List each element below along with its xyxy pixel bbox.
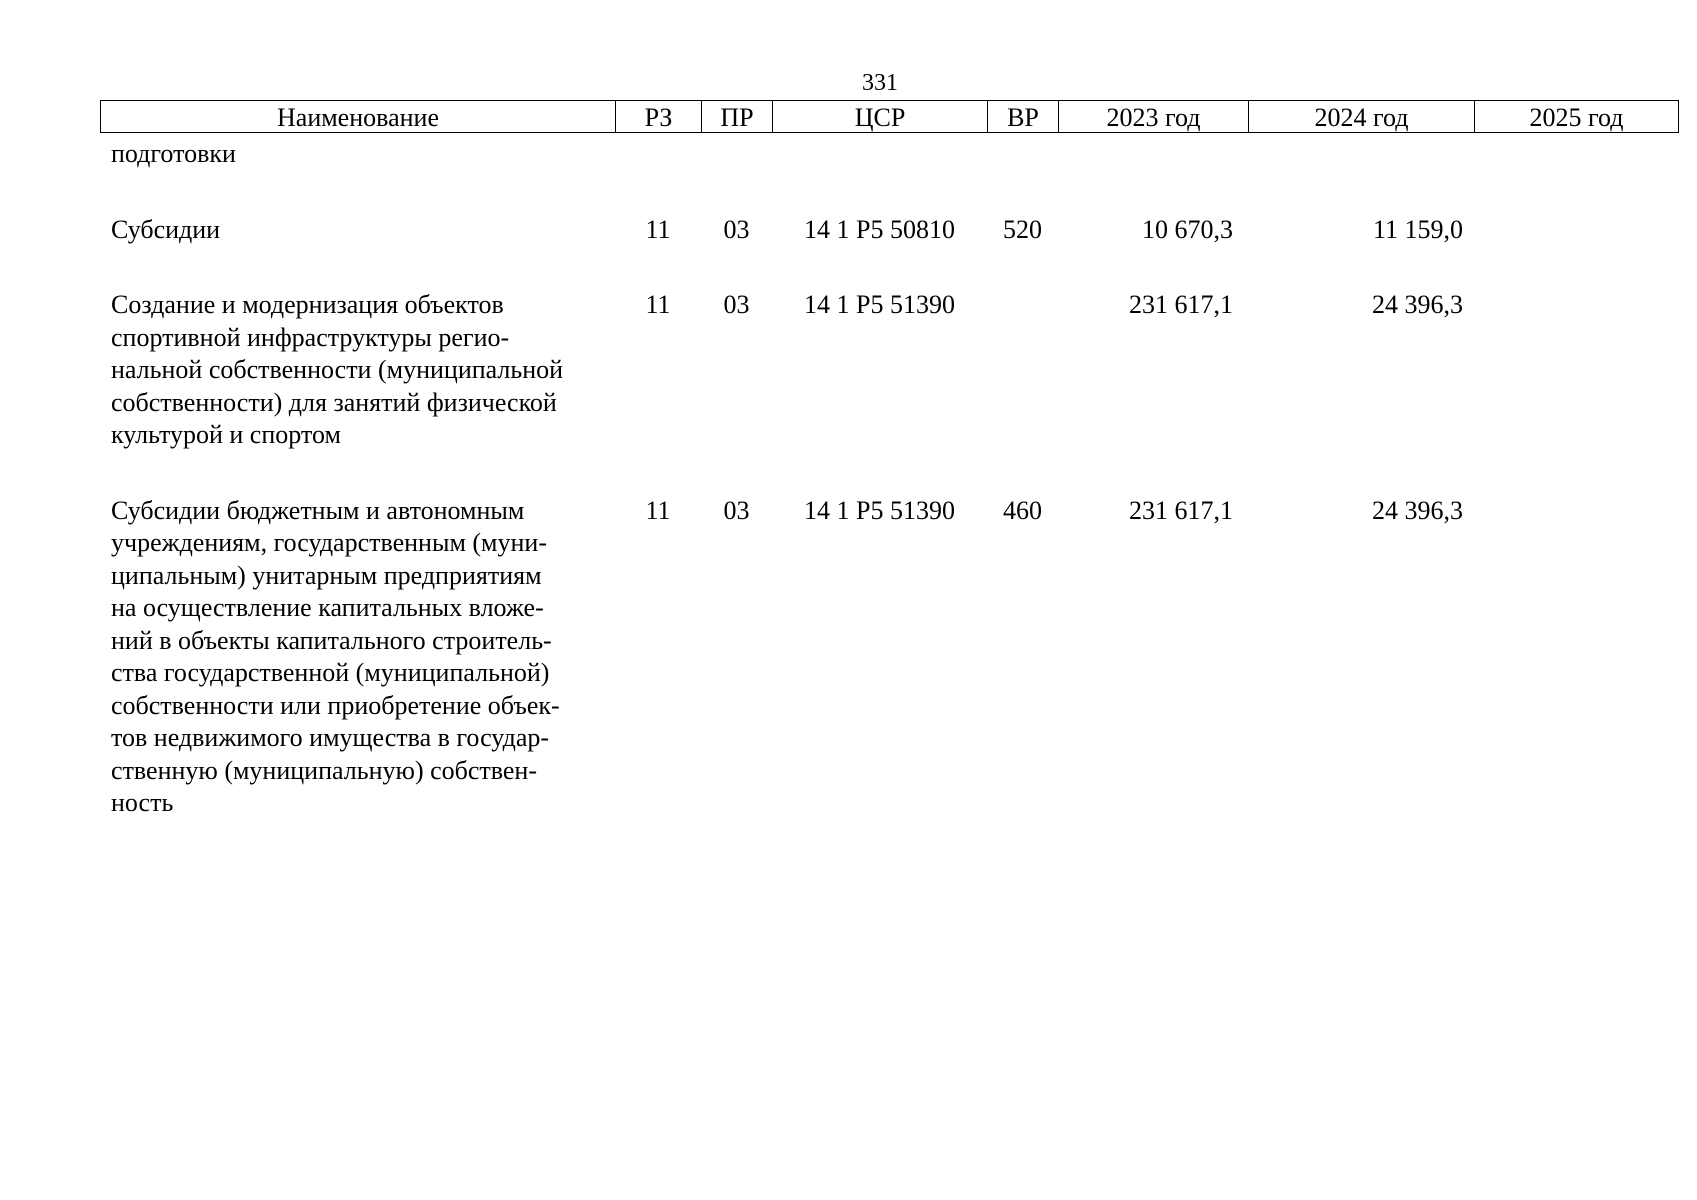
cell-csr: 14 1 P5 51390 <box>804 495 955 525</box>
header-pr: ПР <box>702 101 773 133</box>
header-row <box>101 101 1679 133</box>
table-row <box>100 138 1678 214</box>
cell-2025 <box>1474 214 1678 290</box>
cell-2023: 231 617,1 <box>1129 290 1233 319</box>
cell-csr <box>772 138 987 214</box>
cell-csr: 14 1 P5 51390 <box>804 290 955 319</box>
header-2023: 2023 год <box>1059 101 1249 133</box>
name-line: на осуществление капитальных вложе- <box>111 593 544 622</box>
table-row <box>100 289 1678 495</box>
cell-2024: 11 159,0 <box>1372 214 1463 244</box>
name-line: тов недвижимого имущества в государ- <box>111 723 550 752</box>
cell-rz <box>615 138 701 214</box>
cell-2025 <box>1474 138 1678 214</box>
cell-name <box>100 289 615 495</box>
cell-2024: 24 396,3 <box>1372 495 1463 525</box>
cell-2025 <box>1474 289 1678 495</box>
table-row <box>100 495 1678 863</box>
name-line: подготовки <box>111 139 236 168</box>
cell-name <box>100 214 615 290</box>
cell-2025 <box>1474 495 1678 863</box>
cell-name <box>100 138 615 214</box>
cell-name <box>100 495 615 863</box>
cell-pr: 03 <box>723 214 750 244</box>
cell-2023: 231 617,1 <box>1129 495 1233 525</box>
cell-2024: 24 396,3 <box>1372 290 1463 319</box>
cell-pr: 03 <box>723 495 750 525</box>
cell-pr <box>701 138 772 214</box>
name-line: Субсидии бюджетным и автономным <box>111 495 525 525</box>
name-line: спортивной инфраструктуры регио- <box>111 322 510 352</box>
name-line: нальной собственности (муниципальной <box>111 355 564 384</box>
name-line: учреждениям, государственным (муни- <box>111 528 547 557</box>
header-2024: 2024 год <box>1249 101 1475 133</box>
cell-csr: 14 1 P5 50810 <box>804 214 955 244</box>
cell-2023: 10 670,3 <box>1142 214 1233 244</box>
table-row <box>100 214 1678 290</box>
table-body <box>100 138 1678 863</box>
name-line: ства государственной (муниципальной) <box>111 658 550 687</box>
name-line: ципальным) унитарным предприятиям <box>111 560 542 590</box>
cell-vr <box>987 289 1058 495</box>
header-2025: 2025 год <box>1475 101 1679 133</box>
header-rz: РЗ <box>616 101 702 133</box>
cell-vr: 520 <box>1003 214 1042 244</box>
cell-rz: 11 <box>645 290 671 319</box>
cell-rz: 11 <box>645 214 671 244</box>
cell-rz: 11 <box>645 495 671 525</box>
table-header <box>100 100 1679 133</box>
cell-2024 <box>1248 138 1474 214</box>
header-vr: ВР <box>988 101 1059 133</box>
name-line: ственную (муниципальную) собствен- <box>111 755 538 785</box>
page-number: 331 <box>862 70 898 96</box>
name-line: собственности или приобретение объек- <box>111 690 560 720</box>
cell-pr: 03 <box>723 290 750 319</box>
budget-table <box>100 138 1678 863</box>
name-line: культурой и спортом <box>111 420 341 449</box>
name-line: ность <box>111 788 174 817</box>
name-line: Создание и модернизация объектов <box>111 290 504 319</box>
cell-vr: 460 <box>1003 495 1042 525</box>
header-csr: ЦСР <box>773 101 988 133</box>
name-line: Субсидии <box>111 214 221 244</box>
name-line: ний в объекты капитального строитель- <box>111 625 552 655</box>
cell-2023 <box>1058 138 1248 214</box>
cell-vr <box>987 138 1058 214</box>
name-line: собственности) для занятий физической <box>111 387 557 417</box>
header-name: Наименование <box>101 101 616 133</box>
